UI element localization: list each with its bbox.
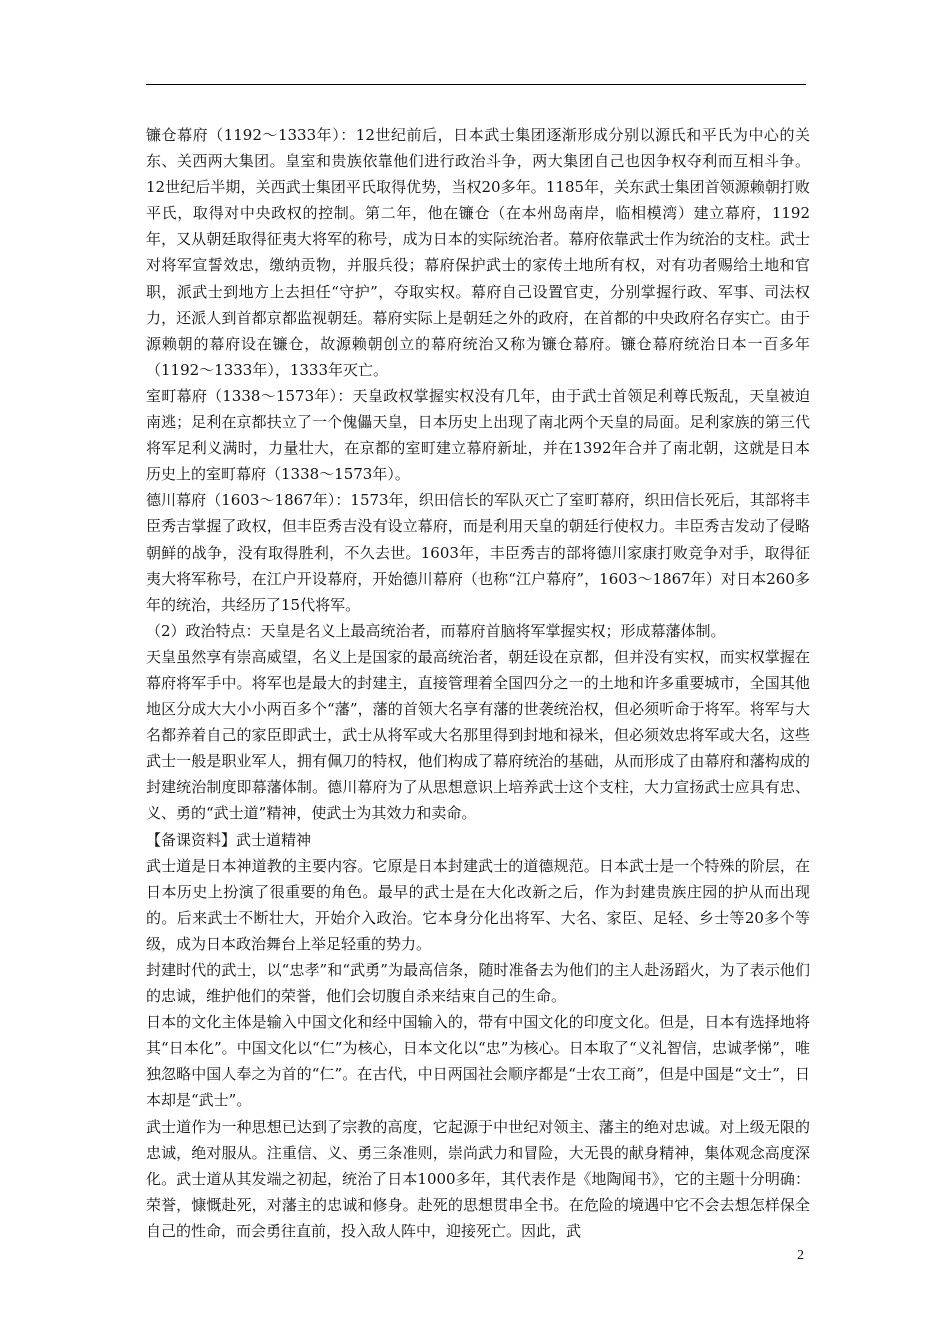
body-text: [146, 122, 810, 1244]
paragraph-muromachi: 室町幕府（1338～1573年）：天皇政权掌握实权没有几年，由于武士首领足利尊氏叛乱，天皇被迫南逃；足利在京都扶立了一个傀儡天皇，日本历史上出现了南北两个天皇的局面。足利家族的第三代将军足利义满时，力量壮大，在京都的室町建立幕府新址，并在1392年合并了南北朝，这就是日本历史上的室町幕府（1338～1573年）。: [146, 386, 810, 484]
paragraph-kamakura: 镰仓幕府（1192～1333年）：12世纪前后，日本武士集团逐渐形成分别以源氏和平氏为中心的关东、关西两大集团。皇室和贵族依靠他们进行政治斗争，两大集团自己也因争权夺利而互相斗争。12世纪后半期，关西武士集团平氏取得优势，当权20多年。1185年，关东武士集团首领源赖朝打败平氏，取得对中央政权的控制。第二年，他在镰仓（在本州岛南岸，临相模湾）建立幕府，1192年，又从朝廷取得征夷大将军的称号，成为日本的实际统治者。幕府依靠武士作为统治的支柱。武士对将军宣誓效忠，缴纳贡物，并服兵役；幕府保护武士的家传土地所有权，对有功者赐给土地和官职，派武士到地方上去担任“守护”，夺取实权。幕府自己设置官吏，分别掌握行政、军事、司法权力，还派人到首都京都监视朝廷。幕府实际上是朝廷之外的政府，在首都的中央政府名存实亡。由于源赖朝的幕府设在镰仓，故源赖朝创立的幕府统治又称为镰仓幕府。镰仓幕府统治日本一百多年（1192～1333年），1333年灭亡。: [146, 126, 810, 379]
paragraph-bushido-intro: 武士道是日本神道教的主要内容。它原是日本封建武士的道德规范。日本武士是一个特殊的阶层，在日本历史上扮演了很重要的角色。最早的武士是在大化改新之后，作为封建贵族庄园的护从而出现的。后来武士不断壮大，开始介入政治。它本身分化出将军、大名、家臣、足轻、乡士等20多个等级，成为日本政治舞台上举足轻重的势力。: [146, 856, 810, 953]
paragraph-tokugawa: 德川幕府（1603～1867年）：1573年，织田信长的军队灭亡了室町幕府，织田信长死后，其部将丰臣秀吉掌握了政权，但丰臣秀吉没有设立幕府，而是利用天皇的朝廷行使权力。丰臣秀吉发动了侵略朝鲜的战争，没有取得胜利，不久去世。1603年，丰臣秀吉的部将德川家康打败竞争对手，取得征夷大将军称号，在江户开设幕府，开始德川幕府（也称“江户幕府”，1603～1867年）对日本260多年的统治，共经历了15代将军。: [146, 491, 810, 614]
paragraph-bakuhan: 天皇虽然享有崇高威望，名义上是国家的最高统治者，朝廷设在京都，但并没有实权，而实权掌握在幕府将军手中。将军也是最大的封建主，直接管理着全国四分之一的土地和许多重要城市，全国其他地区分成大大小小两百多个“藩”，藩的首领大名享有藩的世袭统治权，但必须听命于将军。将军与大名都养着自己的家臣即武士，武士从将军或大名那里得到封地和禄米，但必须效忠将军或大名，这些武士一般是职业军人，拥有佩刀的特权，他们构成了幕府统治的基础，从而形成了由幕府和藩构成的封建统治制度即幕藩体制。德川幕府为了从思想意识上培养武士这个支柱，大力宣扬武士应具有忠、义、勇的“武士道”精神，使武士为其效力和卖命。: [146, 647, 810, 823]
page-number: 2: [797, 1248, 804, 1263]
paragraph-political-features: （2）政治特点：天皇是名义上最高统治者，而幕府首脑将军掌握实权；形成幕藩体制。: [146, 621, 726, 640]
paragraph-culture: 日本的文化主体是输入中国文化和经中国输入的，带有中国文化的印度文化。但是，日本有选择地将其“日本化”。中国文化以“仁”为核心，日本文化以“忠”为核心。日本取了“义礼智信，忠诚孝悌”，唯独忽略中国人奉之为首的“仁”。在古代，中日两国社会顺序都是“士农工商”，但是中国是“文士”，日本却是“武士”。: [146, 1013, 810, 1110]
header-rule: [146, 84, 806, 85]
section-heading: 【备课资料】武士道精神: [146, 830, 312, 849]
paragraph-samurai-loyalty: 封建时代的武士，以“忠孝”和“武勇”为最高信条，随时准备去为他们的主人赴汤蹈火，为了表示他们的忠诚，维护他们的荣誉，他们会切腹自杀来结束自己的生命。: [146, 961, 810, 1006]
paragraph-bushido-thought: 武士道作为一种思想已达到了宗教的高度，它起源于中世纪对领主、藩主的绝对忠诚。对上级无限的忠诚，绝对服从。注重信、义、勇三条准则，崇尚武力和冒险，大无畏的献身精神，集体观念高度深化。武士道从其发端之初起，统治了日本1000多年，其代表作是《地陶闻书》，它的主题十分明确：荣誉，慷慨赴死，对藩主的忠诚和修身。赴死的思想贯串全书。在危险的境遇中它不会去想怎样保全自己的性命，而会勇往直前，投入敌人阵中，迎接死亡。因此，武: [146, 1117, 810, 1240]
